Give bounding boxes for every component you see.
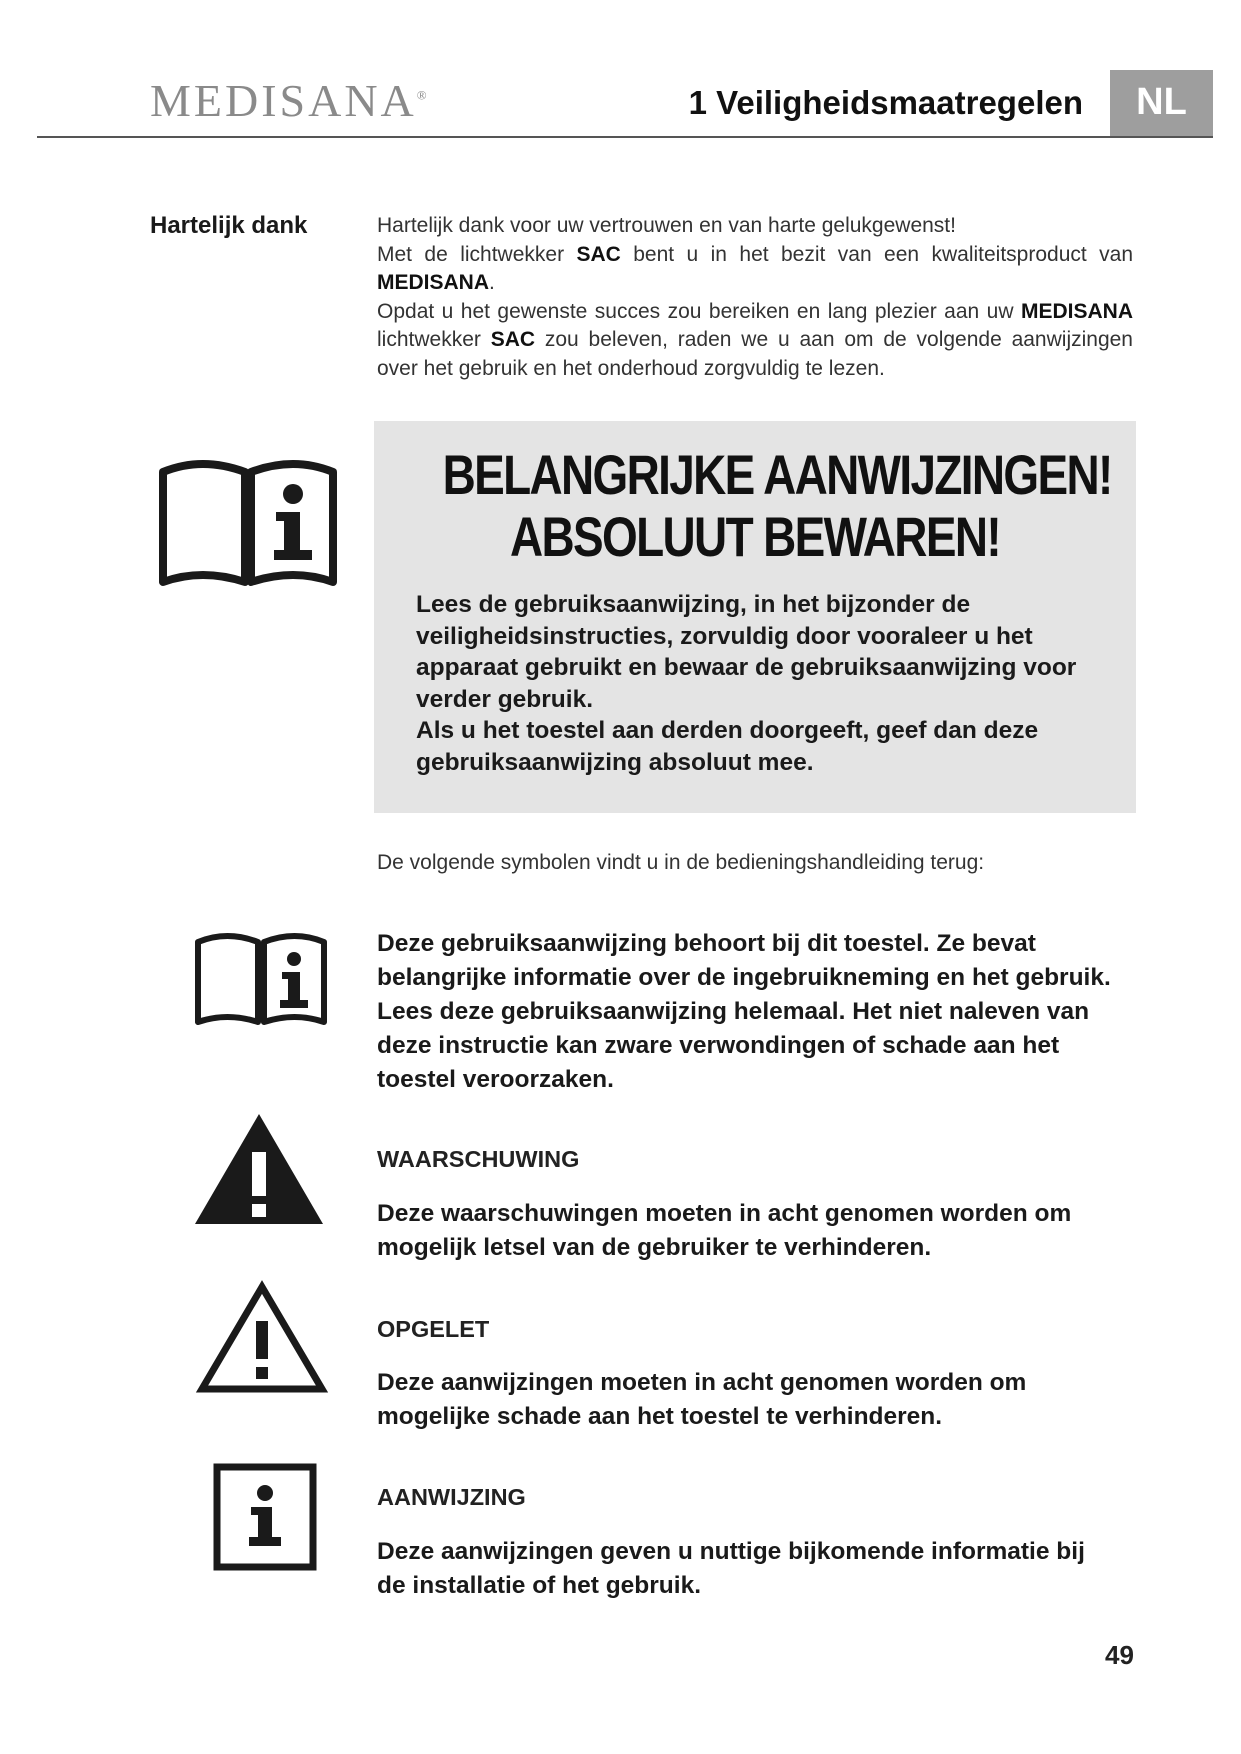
page-number: 49 [1105, 1640, 1134, 1670]
manual-info-icon-large [157, 450, 339, 590]
warning-text: Deze waarschuwingen moeten in acht genomen worden om mogelijk letsel van de gebruiker te verhinderen. [377, 1200, 1072, 1261]
manual-info-icon [194, 928, 328, 1028]
brand-logo [150, 74, 427, 127]
intro-text [377, 212, 1133, 383]
language-tab: NL [1110, 70, 1213, 138]
info-box-icon [213, 1463, 317, 1571]
important-heading-line-2: ABSOLUUT BEWAREN! [510, 505, 1000, 568]
important-heading-line-1: BELANGRIJKE AANWIJZINGEN! [442, 443, 1112, 506]
note-heading: AANWIJZING [377, 1484, 526, 1510]
warning-heading: WAARSCHUWING [377, 1146, 580, 1172]
caution-outline-icon [197, 1281, 327, 1393]
brand-logo-text: MEDISANA [150, 75, 417, 126]
intro-paragraph-3: Opdat u het gewenste succes zou bereiken en lang plezier aan uw MEDISANA lichtwekker SAC zou beleven, raden we u aan om de volgende aanwijzingen over het gebruik en het onderhoud zorgvuldig te lezen. [377, 299, 1133, 380]
intro-label: Hartelijk dank [150, 212, 308, 239]
intro-line-1: Hartelijk dank voor uw vertrouwen en van harte gelukgewenst! [377, 214, 956, 237]
chapter-title: 1 Veiligheidsmaatregelen [688, 84, 1083, 121]
caution-text: Deze aanwijzingen moeten in acht genomen worden om mogelijke schade aan het toestel te verhinderen. [377, 1369, 1027, 1430]
manual-symbol-text: Deze gebruiksaanwijzing behoort bij dit toestel. Ze bevat belangrijke informatie over de ingebruikneming en het gebruik. Lees deze gebruiksaanwijzing helemaal. Het niet naleven van deze instructie kan zware verwondingen of schade aan het toestel veroorzaken. [377, 930, 1111, 1093]
intro-paragraph-2: Met de lichtwekker SAC bent u in het bezit van een kwaliteitsproduct van MEDISANA. [377, 242, 1134, 294]
caution-heading: OPGELET [377, 1316, 490, 1342]
important-body [416, 589, 1106, 778]
important-heading [442, 443, 1112, 568]
note-text: Deze aanwijzingen geven u nuttige bijkomende informatie bij de installatie of het gebruik. [377, 1538, 1085, 1599]
header-divider [37, 136, 1213, 138]
symbols-intro: De volgende symbolen vindt u in de bedieningshandleiding terug: [377, 851, 985, 874]
important-body-paragraph-1: Lees de gebruiksaanwijzing, in het bijzonder de veiligheidsinstructies, zorvuldig door vooraleer u het apparaat gebruikt en bewaar de gebruiksaanwijzing voor verder gebruik. [416, 591, 1077, 713]
warning-filled-icon [193, 1112, 325, 1226]
registered-mark: ® [416, 87, 427, 103]
important-body-paragraph-2: Als u het toestel aan derden doorgeeft, geef dan deze gebruiksaanwijzing absoluut mee. [416, 717, 1039, 776]
